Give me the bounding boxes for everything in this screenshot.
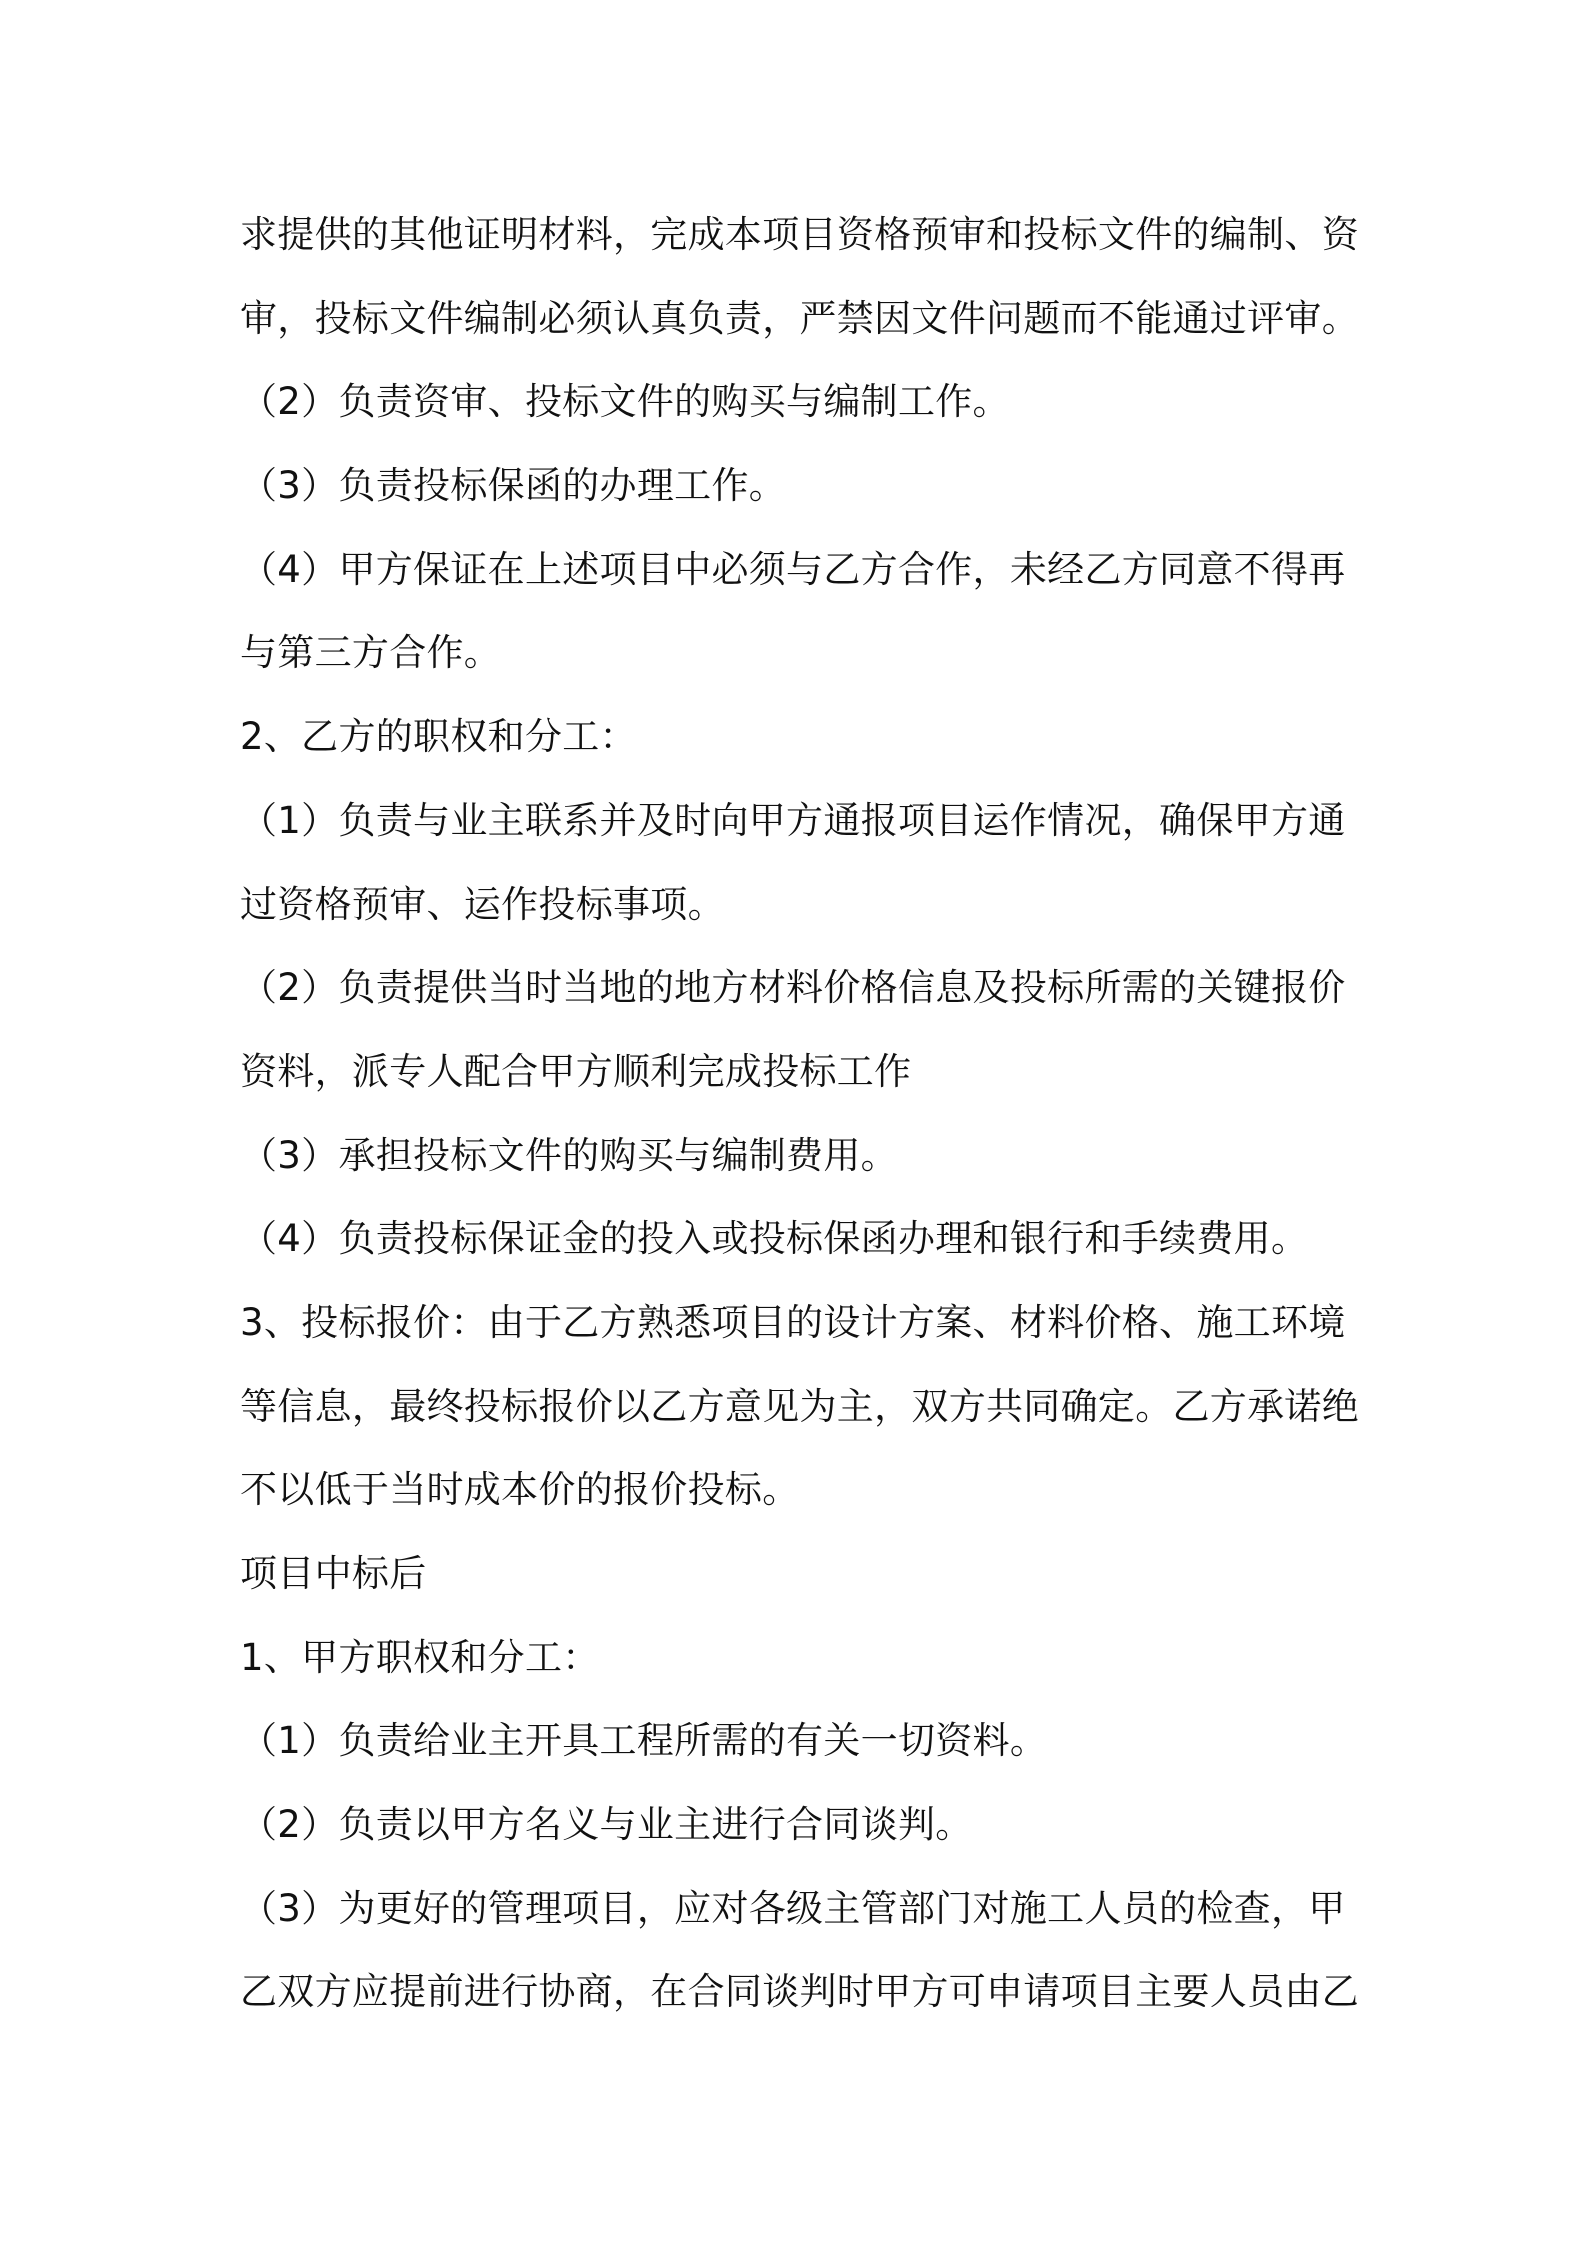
text-line-party-b-item-2: （2）负责提供当时当地的地方材料价格信息及投标所需的关键报价 [240,966,1346,1010]
text-line-party-a-item-2: （2）负责资审、投标文件的购买与编制工作。 [240,380,1010,424]
text-line-party-b-item-1: （1）负责与业主联系并及时向甲方通报项目运作情况，确保甲方通 [240,798,1346,842]
text-line-award-item-1: （1）负责给业主开具工程所需的有关一切资料。 [240,1719,1048,1763]
text-line-award-item-3: （3）为更好的管理项目，应对各级主管部门对施工人员的检查，甲 [240,1886,1346,1930]
text-line-party-b-item-4: （4）负责投标保证金的投入或投标保函办理和银行和手续费用。 [240,1217,1309,1261]
text-line-award-item-2: （2）负责以甲方名义与业主进行合同谈判。 [240,1803,973,1847]
text-line-party-a-item-4: （4）甲方保证在上述项目中必须与乙方合作，未经乙方同意不得再 [240,547,1346,591]
text-line-award-item-3-cont: 乙双方应提前进行协商，在合同谈判时甲方可申请项目主要人员由乙 [240,1970,1359,2014]
section-heading-party-a-duties: 1、甲方职权和分工： [240,1635,600,1679]
text-line-bid-price-cont-1: 等信息，最终投标报价以乙方意见为主，双方共同确定。乙方承诺绝 [240,1384,1359,1428]
text-line-party-b-item-1-cont: 过资格预审、运作投标事项。 [240,882,725,926]
text-line-continuation-materials: 求提供的其他证明材料，完成本项目资格预审和投标文件的编制、资 [240,213,1359,256]
section-heading-bid-price: 3、投标报价：由于乙方熟悉项目的设计方案、材料价格、施工环境 [240,1300,1346,1344]
text-line-party-b-item-3: （3）承担投标文件的购买与编制费用。 [240,1133,898,1177]
text-line-party-a-item-4-cont: 与第三方合作。 [240,631,502,675]
section-heading-after-award: 项目中标后 [240,1552,427,1595]
document-body [240,193,1360,2034]
text-line-party-b-item-2-cont: 资料，派专人配合甲方顺利完成投标工作 [240,1049,912,1093]
text-line-bid-price-cont-2: 不以低于当时成本价的报价投标。 [240,1468,800,1512]
text-line-party-a-item-3: （3）负责投标保函的办理工作。 [240,464,787,508]
section-heading-party-b-duties: 2、乙方的职权和分工： [240,715,637,759]
text-line-review-requirement: 审，投标文件编制必须认真负责，严禁因文件问题而不能通过评审。 [240,296,1359,340]
